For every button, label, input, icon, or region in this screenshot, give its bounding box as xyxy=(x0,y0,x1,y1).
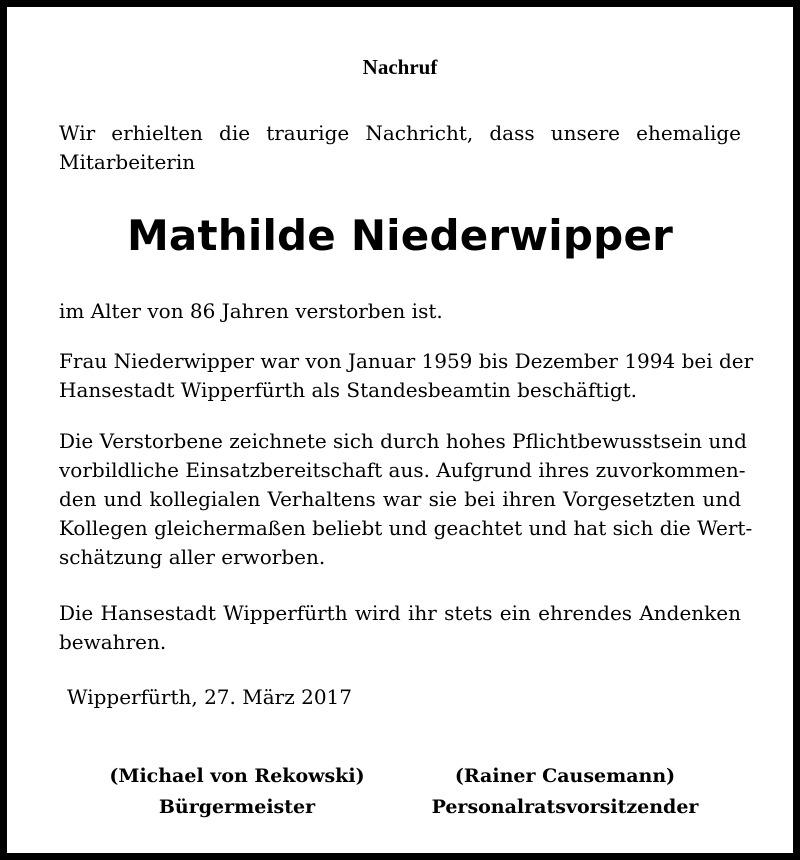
remembrance-line: Die Hansestadt Wipperfürth wird ihr stets ein ehrendes Andenken xyxy=(59,601,741,625)
tribute-line: schätzung aller erworben. xyxy=(59,545,326,569)
signature-block-council-chair xyxy=(405,761,725,823)
intro-paragraph xyxy=(59,119,741,177)
employment-paragraph xyxy=(59,347,754,405)
signatory-name: (Michael von Rekowski) xyxy=(109,765,365,787)
tribute-paragraph xyxy=(59,427,753,572)
tribute-line: vorbildliche Einsatzbereitschaft aus. Aufgrund ihres zuvorkommen- xyxy=(59,458,746,482)
tribute-line: Kollegen gleichermaßen beliebt und geachtet und hat sich die Wert- xyxy=(59,516,753,540)
tribute-line: Die Verstorbene zeichnete sich durch hohes Pflichtbewusstsein und xyxy=(59,429,747,453)
deceased-name: Mathilde Niederwipper xyxy=(126,211,674,260)
notice-heading: Nachruf xyxy=(362,55,438,79)
age-paragraph xyxy=(59,297,741,326)
employment-line: Hansestadt Wipperfürth als Standesbeamtin beschäftigt. xyxy=(59,378,638,402)
intro-line: Wir erhielten die traurige Nachricht, dass unsere ehemalige xyxy=(59,121,741,145)
employment-line: Frau Niederwipper war von Januar 1959 bis Dezember 1994 bei der xyxy=(59,349,754,373)
signatory-title: Personalratsvorsitzender xyxy=(431,796,699,818)
remembrance-paragraph xyxy=(59,599,741,657)
signatory-title: Bürgermeister xyxy=(158,796,316,818)
signatory-name: (Rainer Causemann) xyxy=(454,765,676,787)
place-date: Wipperfürth, 27. März 2017 xyxy=(67,685,352,709)
signature-block-mayor xyxy=(77,761,397,823)
tribute-line: den und kollegialen Verhaltens war sie bei ihren Vorgesetzten und xyxy=(59,487,741,511)
intro-line: Mitarbeiterin xyxy=(59,150,196,174)
age-line: im Alter von 86 Jahren verstorben ist. xyxy=(59,299,443,323)
remembrance-line: bewahren. xyxy=(59,630,167,654)
